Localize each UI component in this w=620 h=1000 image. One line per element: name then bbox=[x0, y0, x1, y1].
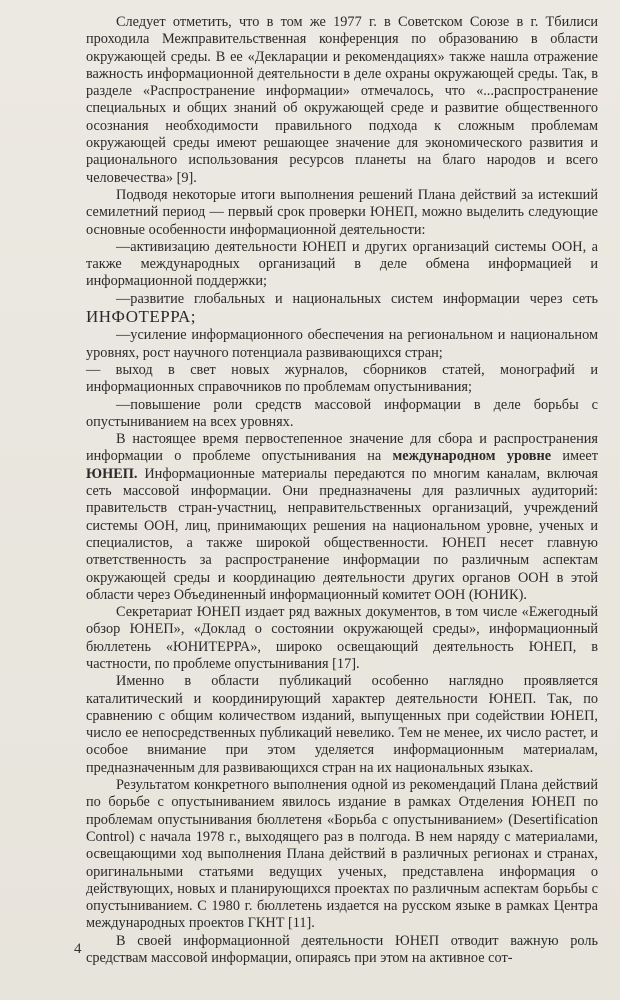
paragraph-publications: Именно в области публикаций особенно наглядно проявляется каталитический и координирующий характер деятельности ЮНЕП. Так, по сравнению с общим количеством изданий, выпущенных при содействии ЮНЕП, число ее непосредственных публикаций невелико. Тем не менее, их число растет, и особое внимание при этом уделяется информационным материалам, предназначенным для развивающихся стран на их национальных языках. bbox=[86, 673, 598, 776]
list-item-activation: —активизацию деятельности ЮНЕП и других организаций системы ООН, а также международных организаций в деле обмена информацией и информационной поддержки; bbox=[86, 238, 598, 290]
page-number: 4 bbox=[74, 941, 82, 957]
body-text bbox=[86, 14, 598, 967]
text-span: имеет bbox=[551, 448, 598, 465]
text-span: В настоящее время первостепенное значение для сбора и распространения информации о проблеме опустынивания на bbox=[86, 431, 598, 465]
infoterra-name: ИНФОТЕРРА; bbox=[86, 307, 196, 327]
bold-international-level: международном уровне bbox=[392, 448, 552, 465]
paragraph-tbilisi-conference: Следует отметить, что в том же 1977 г. в Советском Союзе в г. Тбилиси проходила Межправительственная конференция по образованию в области окружающей среды. В ее «Декларации и рекомендациях» также нашла отражение важность информационной деятельности в деле охраны окружающей среды. Так, в разделе «Распространение информации» отмечалось, что «...распространение специальных и общих знаний об окружающей среде и развитие общественного осознания необходимости правильного подхода к сложным проблемам окружающей среды имеют решающее значение для экономического развития и рационального использования ресурсов планеты на благо народов и всего человечества» [9]. bbox=[86, 14, 598, 186]
paragraph-secretariat: Секретариат ЮНЕП издает ряд важных документов, в том числе «Ежегодный обзор ЮНЕП», «Доклад о состоянии окружающей среды», информационный бюллетень «ЮНИТЕРРА», широко освещающий деятельность ЮНЕП, в частности, по проблеме опустынивания [17]. bbox=[86, 604, 598, 672]
paragraph-international-level bbox=[86, 431, 598, 604]
list-item-publications: — выход в свет новых журналов, сборников статей, монографий и информационных справочников по проблемам опустынивания; bbox=[86, 361, 598, 396]
text-span: Информационные материалы передаются по многим каналам, включая сеть массовой информации. Они предназначены для различных аудиторий: правительств стран-участниц, неправительственных организаций, учреждений системы ООН, лиц, принимающих решения на национальном уровне, ученых и специалистов, а также широкой общественности. ЮНЕП несет главную ответственность за распространение информации по различным аспектам окружающей среды и координацию деятельности других органов ООН в этой области через Объединенный информационный комитет ООН (ЮНИК). bbox=[86, 465, 598, 603]
bold-unep: ЮНЕП. bbox=[86, 465, 138, 482]
paragraph-desertification-bulletin: Результатом конкретного выполнения одной из рекомендаций Плана действий по борьбе с опустыниванием явилось издание в рамках Отделения ЮНЕП по проблемам опустынивания бюллетеня «Борьба с опустыниванием» (Desertification Control) с начала 1978 г., выходящего раз в полгода. В нем наряду с материалами, освещающими ход выполнения Плана действий в различных регионах и странах, оригинальными статьями ведущих ученых, представлена информация о действующих, новых и планирующихся проектах по различным аспектам борьбы с опустыниванием. С 1980 г. бюллетень издается на русском языке в рамках Центра международных проектов ГКНТ [11]. bbox=[86, 777, 598, 932]
paragraph-mass-media: В своей информационной деятельности ЮНЕП отводит важную роль средствам массовой информации, опираясь при этом на активное сот- bbox=[86, 932, 598, 967]
paragraph-summary-intro: Подводя некоторые итоги выполнения решений Плана действий за истекший семилетний период — первый срок проверки ЮНЕП, можно выделить следующие основные особенности информационной деятельности: bbox=[86, 186, 598, 238]
list-item-regional-support: —усиление информационного обеспечения на региональном и национальном уровнях, рост научного потенциала развивающихся стран; bbox=[86, 327, 598, 361]
list-item-infoterra bbox=[86, 291, 598, 328]
list-item-mass-media: —повышение роли средств массовой информации в деле борьбы с опустыниванием на всех уровнях. bbox=[86, 396, 598, 430]
list-item-infoterra-text: —развитие глобальных и национальных систем информации через сеть bbox=[116, 290, 598, 307]
